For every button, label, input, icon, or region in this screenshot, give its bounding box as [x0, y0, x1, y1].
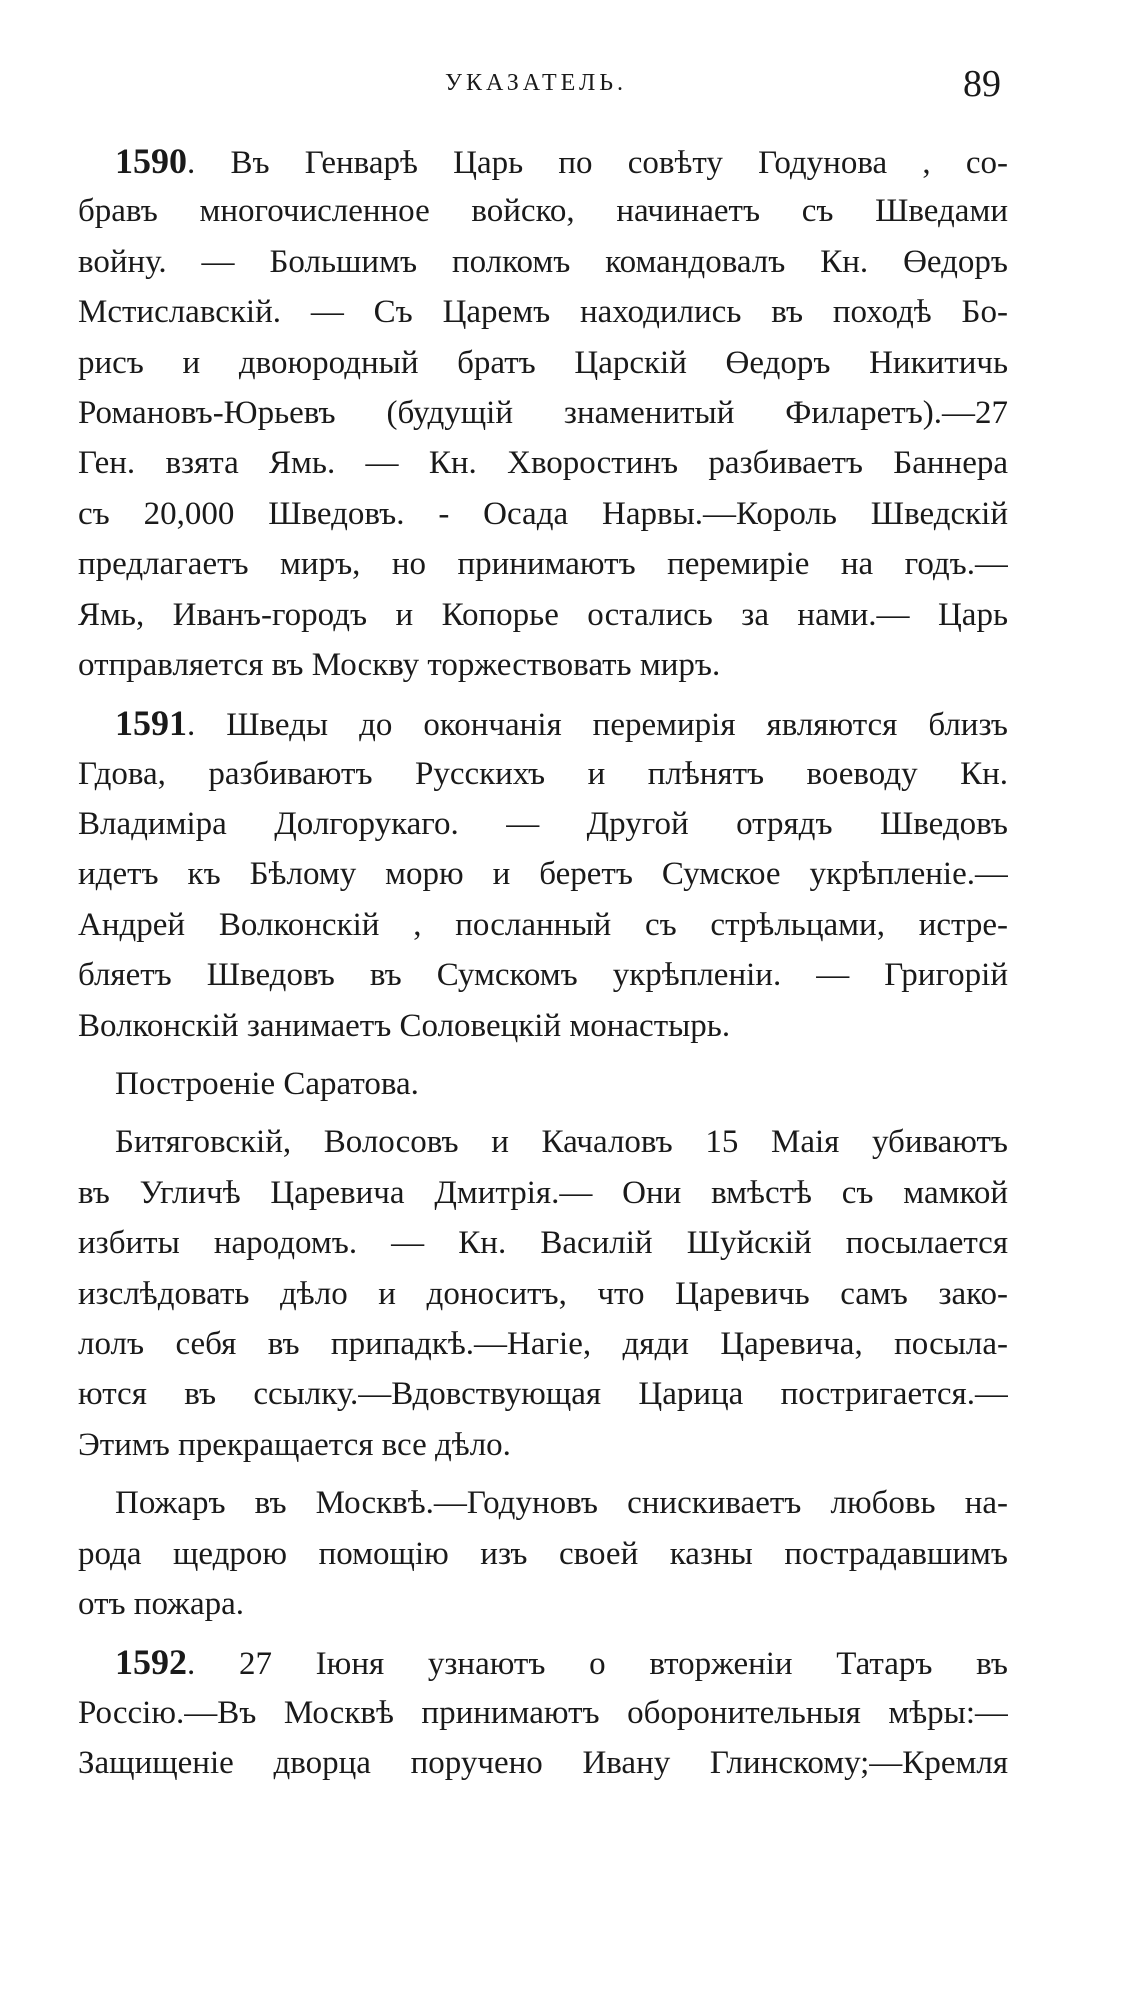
entry-fire [78, 1478, 1008, 1629]
text-line [78, 136, 1008, 186]
text-line: бляетъ Шведовъ въ Сумскомъ укрѣпленіи. — Григорій [78, 957, 1008, 994]
text-line: Волконскій занимаетъ Соловецкій монастырь. [78, 1007, 731, 1044]
text-line: рода щедрою помощію изъ своей казны пострадавшимъ [78, 1535, 1008, 1572]
text-line: Гдова, разбиваютъ Русскихъ и плѣнятъ воеводу Кн. [78, 755, 1008, 792]
text-line: Битяговскій, Волосовъ и Качаловъ 15 Маія убиваютъ [115, 1124, 1008, 1161]
running-title: УКАЗАТЕЛЬ. [445, 70, 628, 96]
text-line: Владиміра Долгорукаго. — Другой отрядъ Шведовъ [78, 806, 1008, 843]
text-line: Ген. взята Ямь. — Кн. Хворостинъ разбиваетъ Баннера [78, 445, 1008, 482]
text-line: идетъ къ Бѣлому морю и беретъ Сумское укрѣпленіе.— [78, 856, 1008, 893]
text-line: Этимъ прекращается все дѣло. [78, 1426, 511, 1463]
text-line: въ Угличѣ Царевича Дмитрія.— Они вмѣстѣ съ мамкой [78, 1174, 1008, 1211]
text-line: Ямь, Иванъ-городъ и Копорье остались за нами.— Царь [78, 596, 1008, 633]
text-line: Андрей Волконскій , посланный съ стрѣльцами, истре- [78, 906, 1008, 943]
text-line: Защищеніе дворца поручено Ивану Глинскому;—Кремля [78, 1745, 1008, 1782]
text-line: лолъ себя въ припадкѣ.—Нагіе, дяди Царевича, посыла- [78, 1325, 1008, 1362]
year-heading: 1591 [115, 703, 187, 744]
text-line: Россію.—Въ Москвѣ принимаютъ оборонительныя мѣры:— [78, 1694, 1008, 1731]
entry-1590 [78, 136, 1008, 690]
text-line: отъ пожара. [78, 1585, 244, 1622]
text-line: Построеніе Саратова. [115, 1066, 419, 1103]
text-line [78, 1637, 1008, 1687]
text-line: изслѣдовать дѣло и доноситъ, что Царевичь самъ зако- [78, 1275, 1008, 1312]
line-text: . 27 Іюня узнаютъ о вторженіи Татаръ въ [187, 1646, 1008, 1683]
running-header [0, 62, 1140, 112]
entry-1592 [78, 1637, 1008, 1788]
text-line: бравъ многочисленное войско, начинаетъ съ Шведами [78, 193, 1008, 230]
text-line: ются въ ссылку.—Вдовствующая Царица постригается.— [78, 1376, 1008, 1413]
line-text: . Шведы до окончанія перемирія являются близъ [187, 707, 1008, 744]
entry-1591 [78, 698, 1008, 1051]
text-line: предлагаетъ миръ, но принимаютъ перемиріе на годъ.— [78, 546, 1008, 583]
text-line: избиты народомъ. — Кн. Василій Шуйскій посылается [78, 1225, 1008, 1262]
text-line: войну. — Большимъ полкомъ командовалъ Кн. Өедоръ [78, 243, 1008, 280]
entry-saratov [78, 1059, 1008, 1109]
page-number: 89 [963, 63, 1001, 105]
text-line: отправляется въ Москву торжествовать миръ. [78, 646, 721, 683]
text-line: съ 20,000 Шведовъ. - Осада Нарвы.—Король Шведскій [78, 495, 1008, 532]
text-line: Мстиславскій. — Съ Царемъ находились въ походѣ Бо- [78, 294, 1008, 331]
page-body [78, 136, 1008, 1789]
entry-uglich [78, 1117, 1008, 1470]
text-line: Пожаръ въ Москвѣ.—Годуновъ снискиваетъ любовь на- [115, 1485, 1008, 1522]
text-line: Романовъ-Юрьевъ (будущій знаменитый Филаретъ).—27 [78, 394, 1008, 431]
text-line: рисъ и двоюродный братъ Царскій Өедоръ Никитичь [78, 344, 1008, 381]
year-heading: 1592 [115, 1642, 187, 1683]
text-line [78, 698, 1008, 748]
line-text: . Въ Генварѣ Царь по совѣту Годунова , со- [187, 145, 1008, 181]
year-heading: 1590 [115, 141, 187, 181]
